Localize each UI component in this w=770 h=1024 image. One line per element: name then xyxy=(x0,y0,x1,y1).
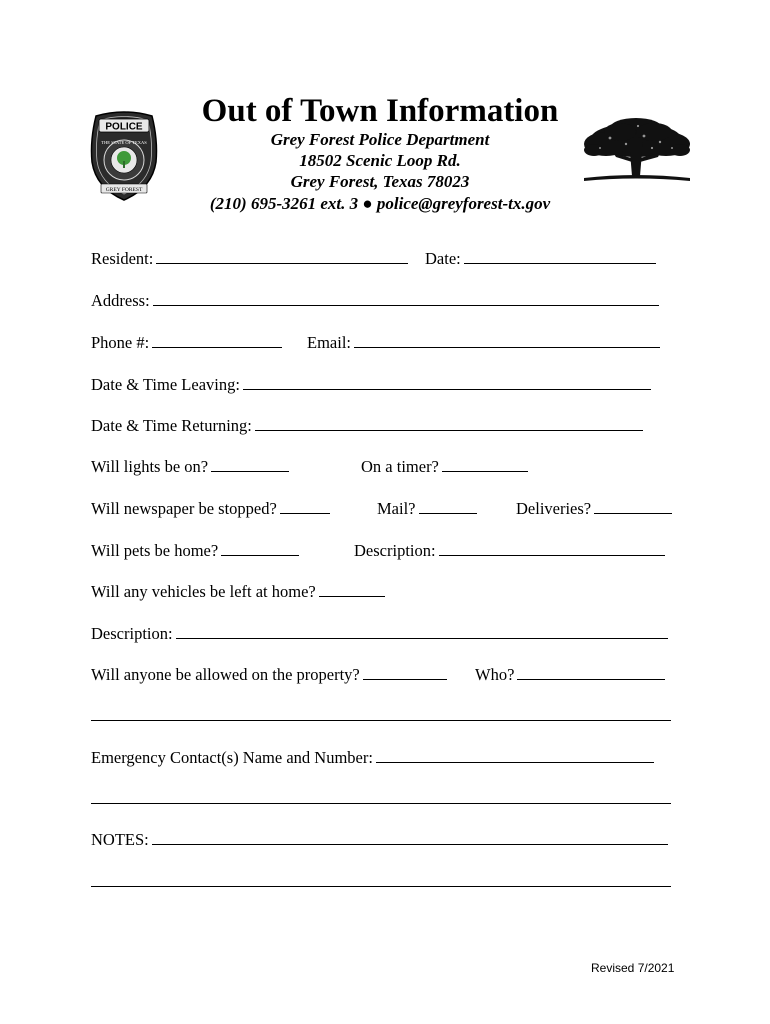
address-label: Address: xyxy=(91,291,150,310)
pets-field[interactable] xyxy=(221,538,299,556)
department-street: 18502 Scenic Loop Rd. xyxy=(299,151,461,170)
who-continuation-field[interactable] xyxy=(91,720,671,721)
notes-label: NOTES: xyxy=(91,830,149,849)
department-contact: (210) 695-3261 ext. 3 ● police@greyforest-tx.gov xyxy=(209,194,551,213)
property-field[interactable] xyxy=(363,662,447,680)
department-name: Grey Forest Police Department xyxy=(270,130,490,149)
date-field[interactable] xyxy=(464,246,656,264)
badge-ring-text: THE STATE OF TEXAS xyxy=(101,140,147,145)
department-city: Grey Forest, Texas 78023 xyxy=(290,172,470,191)
who-field[interactable] xyxy=(517,662,665,680)
address-field[interactable] xyxy=(153,288,659,306)
mail-label: Mail? xyxy=(377,499,416,518)
property-label: Will anyone be allowed on the property? xyxy=(91,665,360,684)
pets-description-label: Description: xyxy=(354,541,436,560)
timer-label: On a timer? xyxy=(361,457,439,476)
page-title: Out of Town Information xyxy=(201,93,559,129)
lights-label: Will lights be on? xyxy=(91,457,209,476)
mail-field[interactable] xyxy=(419,496,477,514)
notes-field[interactable] xyxy=(152,827,668,845)
who-label: Who? xyxy=(475,665,515,684)
returning-field[interactable] xyxy=(255,413,643,431)
email-field[interactable] xyxy=(354,330,660,348)
vehicles-label: Will any vehicles be left at home? xyxy=(91,582,316,601)
newspaper-label: Will newspaper be stopped? xyxy=(91,499,277,518)
resident-label: Resident: xyxy=(91,249,154,268)
revision-note: Revised 7/2021 xyxy=(591,961,675,975)
deliveries-field[interactable] xyxy=(594,496,672,514)
timer-field[interactable] xyxy=(442,454,528,472)
phone-label: Phone #: xyxy=(91,333,150,352)
date-label: Date: xyxy=(425,249,461,268)
deliveries-label: Deliveries? xyxy=(516,499,592,518)
emergency-label: Emergency Contact(s) Name and Number: xyxy=(91,748,373,767)
lights-field[interactable] xyxy=(211,454,289,472)
pets-label: Will pets be home? xyxy=(91,541,219,560)
leaving-label: Date & Time Leaving: xyxy=(91,375,240,394)
leaving-field[interactable] xyxy=(243,372,651,390)
notes-continuation-field[interactable] xyxy=(91,886,671,887)
police-badge-icon xyxy=(88,110,160,202)
returning-label: Date & Time Returning: xyxy=(91,416,252,435)
email-label: Email: xyxy=(307,333,351,352)
vehicle-description-field[interactable] xyxy=(176,621,668,639)
badge-top-text: POLICE xyxy=(105,121,143,133)
emergency-continuation-field[interactable] xyxy=(91,803,671,804)
pets-description-field[interactable] xyxy=(439,538,665,556)
badge-bottom-text: GREY FOREST xyxy=(105,187,143,193)
newspaper-field[interactable] xyxy=(280,496,330,514)
resident-field[interactable] xyxy=(156,246,408,264)
phone-field[interactable] xyxy=(152,330,282,348)
emergency-field[interactable] xyxy=(376,745,654,763)
vehicles-field[interactable] xyxy=(319,579,385,597)
oak-tree-icon xyxy=(580,114,692,188)
vehicle-description-label: Description: xyxy=(91,624,173,643)
